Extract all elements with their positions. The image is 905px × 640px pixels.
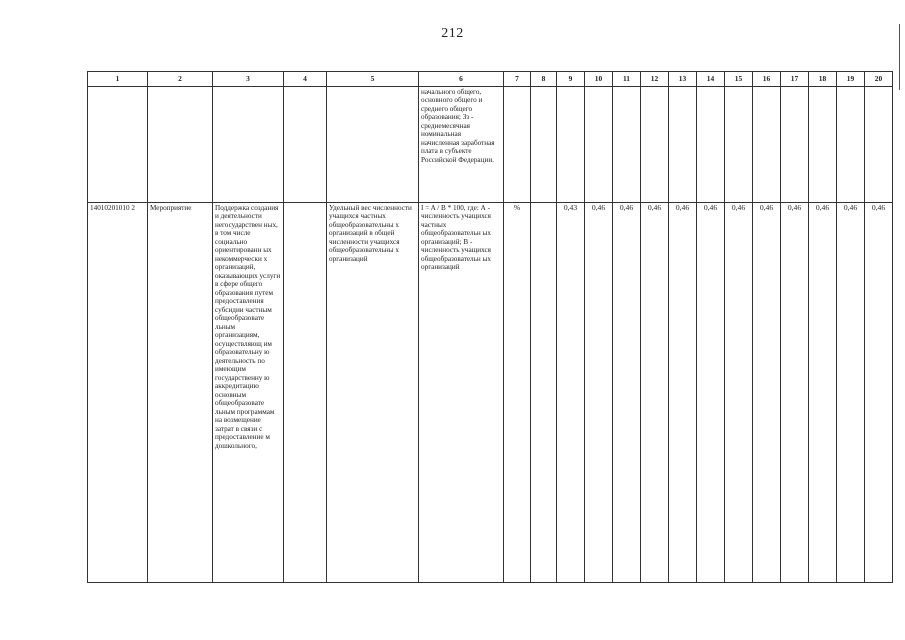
cell-empty <box>697 87 725 203</box>
data-table <box>87 71 893 583</box>
value-cell: 0,46 <box>781 203 809 583</box>
col8-cell <box>531 203 557 583</box>
header-col-13: 13 <box>669 72 697 87</box>
header-col-7: 7 <box>504 72 531 87</box>
cell-empty <box>865 87 893 203</box>
header-col-18: 18 <box>809 72 837 87</box>
header-col-12: 12 <box>641 72 669 87</box>
table-row-measure <box>88 203 893 583</box>
header-col-8: 8 <box>531 72 557 87</box>
code-cell: 14010201010 2 <box>88 203 148 583</box>
header-col-4: 4 <box>284 72 327 87</box>
cell-empty <box>557 87 585 203</box>
value-cell: 0,43 <box>557 203 585 583</box>
description-cell: Поддержка создания и деятельности негосударствен ных, в том числе социально ориентированн ых некоммерчески х организаций, оказывающих услуги в сфере общего образования путем предоставления субсидии частным общеобразовате льным организациям, осуществляющ им образовательну ю деятельность по имеющим государственну ю аккредитацию основным общеобразовате льным программам на возмещение затрат в связи с предоставление м дошкольного, <box>213 203 284 583</box>
unit-cell: % <box>504 203 531 583</box>
header-col-14: 14 <box>697 72 725 87</box>
cell-empty <box>753 87 781 203</box>
cell-empty <box>641 87 669 203</box>
cell-empty <box>284 87 327 203</box>
cell-empty <box>148 87 213 203</box>
value-cell: 0,46 <box>753 203 781 583</box>
formula-cell: I = A / B * 100, где: А - численность учащихся частных общеобразовательн ых организаций; В - численность учащихся общеобразовательн ых организаций <box>419 203 504 583</box>
value-cell: 0,46 <box>697 203 725 583</box>
value-cell: 0,46 <box>613 203 641 583</box>
value-cell: 0,46 <box>865 203 893 583</box>
cell-empty <box>613 87 641 203</box>
formula-continuation-cell: начального общего, основного общего и среднего общего образования; Зз - среднемесячная номинальная начисленная заработная плата в субъекте Российской Федерации. <box>419 87 504 203</box>
type-cell: Мероприятие <box>148 203 213 583</box>
header-col-16: 16 <box>753 72 781 87</box>
header-col-10: 10 <box>585 72 613 87</box>
header-col-11: 11 <box>613 72 641 87</box>
header-col-1: 1 <box>88 72 148 87</box>
cell-empty <box>88 87 148 203</box>
table-row-continuation <box>88 87 893 203</box>
value-cell: 0,46 <box>641 203 669 583</box>
header-col-6: 6 <box>419 72 504 87</box>
value-cell: 0,46 <box>837 203 865 583</box>
cell-empty <box>837 87 865 203</box>
cell-empty <box>327 87 419 203</box>
value-cell: 0,46 <box>585 203 613 583</box>
header-col-20: 20 <box>865 72 893 87</box>
header-col-15: 15 <box>725 72 753 87</box>
indicator-cell: Удельный вес численности учащихся частных общеобразовательны х организаций в общей численности учащихся общеобразовательны х организаций <box>327 203 419 583</box>
cell-empty <box>213 87 284 203</box>
value-cell: 0,46 <box>725 203 753 583</box>
page-number: 212 <box>441 26 464 41</box>
col4-cell <box>284 203 327 583</box>
value-cell: 0,46 <box>809 203 837 583</box>
header-col-3: 3 <box>213 72 284 87</box>
header-row <box>88 72 893 87</box>
cell-empty <box>781 87 809 203</box>
cell-empty <box>809 87 837 203</box>
value-cell: 0,46 <box>669 203 697 583</box>
header-col-2: 2 <box>148 72 213 87</box>
header-col-9: 9 <box>557 72 585 87</box>
header-col-19: 19 <box>837 72 865 87</box>
cell-empty <box>725 87 753 203</box>
cell-empty <box>504 87 531 203</box>
header-col-17: 17 <box>781 72 809 87</box>
page-edge-mark <box>899 24 900 90</box>
cell-empty <box>531 87 557 203</box>
header-col-5: 5 <box>327 72 419 87</box>
cell-empty <box>669 87 697 203</box>
cell-empty <box>585 87 613 203</box>
